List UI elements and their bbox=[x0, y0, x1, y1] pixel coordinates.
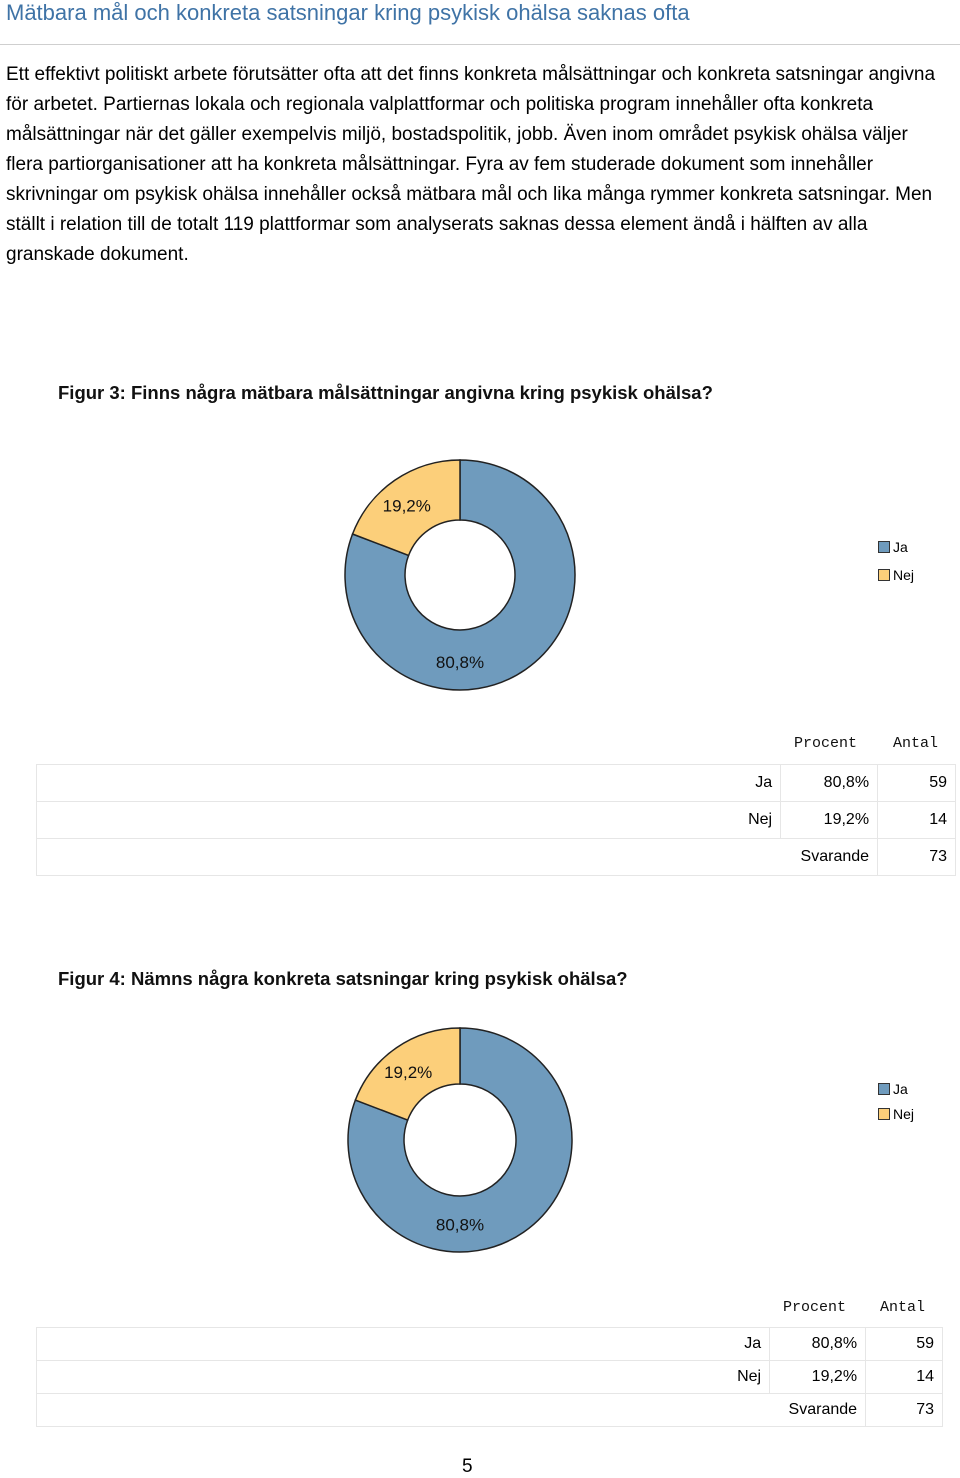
column-header-procent: Procent bbox=[783, 1299, 847, 1316]
legend-swatch-ja bbox=[878, 1083, 890, 1095]
figure-4-title: Figur 4: Nämns några konkreta satsningar kring psykisk ohälsa? bbox=[58, 968, 628, 989]
row-label: Ja bbox=[37, 765, 781, 802]
table-row bbox=[37, 765, 956, 802]
table-row bbox=[37, 802, 956, 839]
row-label: Nej bbox=[37, 802, 781, 839]
row-count: 73 bbox=[878, 839, 956, 876]
legend-label-ja: Ja bbox=[893, 539, 908, 555]
body-paragraph: Ett effektivt politiskt arbete förutsätter ofta att det finns konkreta målsättningar och konkreta satsningar angivna för arbetet. Partiernas lokala och regionala valplattformar och politiska program innehåller ofta konkreta målsättningar när det gäller exempelvis miljö, bostadspolitik, jobb. Även inom området psykisk ohälsa väljer flera partiorganisationer att ha konkreta målsättningar. Fyra av fem studerade dokument som innehåller skrivningar om psykisk ohälsa innehåller också mätbara mål och lika många rymmer konkreta satsningar. Men ställt i relation till de totalt 119 plattformar som analyserats saknas dessa element ändå i hälften av alla granskade dokument. bbox=[6, 64, 936, 265]
row-count: 59 bbox=[866, 1328, 943, 1361]
row-count: 73 bbox=[866, 1394, 943, 1427]
table-row bbox=[37, 839, 956, 876]
data-label-nej: 19,2% bbox=[382, 496, 431, 516]
column-header-antal: Antal bbox=[893, 735, 939, 752]
heading-divider bbox=[0, 44, 960, 45]
column-header-antal: Antal bbox=[880, 1299, 926, 1316]
figure-4-table bbox=[36, 1327, 943, 1427]
figure-3-table bbox=[36, 764, 956, 876]
legend-item-ja bbox=[878, 1076, 914, 1101]
page-number: 5 bbox=[462, 1456, 473, 1477]
table-row bbox=[37, 1361, 943, 1394]
legend-item-ja bbox=[878, 533, 914, 561]
figure-3-table-header bbox=[0, 735, 960, 755]
row-percent: 19,2% bbox=[781, 802, 878, 839]
row-count: 14 bbox=[866, 1361, 943, 1394]
figure-4-table-header bbox=[0, 1299, 960, 1319]
figure-3-donut-chart bbox=[340, 455, 580, 695]
section-heading: Mätbara mål och konkreta satsningar kring psykisk ohälsa saknas ofta bbox=[6, 0, 690, 25]
table-row bbox=[37, 1328, 943, 1361]
row-label: Nej bbox=[37, 1361, 770, 1394]
row-count: 14 bbox=[878, 802, 956, 839]
table-row bbox=[37, 1394, 943, 1427]
column-header-procent: Procent bbox=[794, 735, 858, 752]
legend-swatch-ja bbox=[878, 541, 890, 553]
row-percent: 80,8% bbox=[770, 1328, 866, 1361]
legend-label-nej: Nej bbox=[893, 1105, 915, 1122]
data-label-ja: 80,8% bbox=[435, 652, 485, 672]
legend-item-nej bbox=[878, 1101, 914, 1126]
data-label-nej: 19,2% bbox=[384, 1063, 433, 1083]
row-percent: 19,2% bbox=[770, 1361, 866, 1394]
legend-swatch-nej bbox=[878, 569, 890, 581]
row-label: Ja bbox=[37, 1328, 770, 1361]
figure-3-title: Figur 3: Finns några mätbara målsättningar angivna kring psykisk ohälsa? bbox=[58, 382, 713, 403]
row-label: Svarande bbox=[37, 839, 878, 876]
row-percent: 80,8% bbox=[781, 765, 878, 802]
legend-label-nej: Nej bbox=[893, 567, 915, 583]
row-count: 59 bbox=[878, 765, 956, 802]
figure-3-legend bbox=[878, 533, 914, 589]
figure-4-legend bbox=[878, 1076, 914, 1126]
row-label: Svarande bbox=[37, 1394, 866, 1427]
legend-item-nej bbox=[878, 561, 914, 589]
legend-label-ja: Ja bbox=[893, 1080, 908, 1097]
legend-swatch-nej bbox=[878, 1108, 890, 1120]
figure-4-donut-chart bbox=[340, 1020, 580, 1260]
data-label-ja: 80,8% bbox=[435, 1215, 485, 1235]
